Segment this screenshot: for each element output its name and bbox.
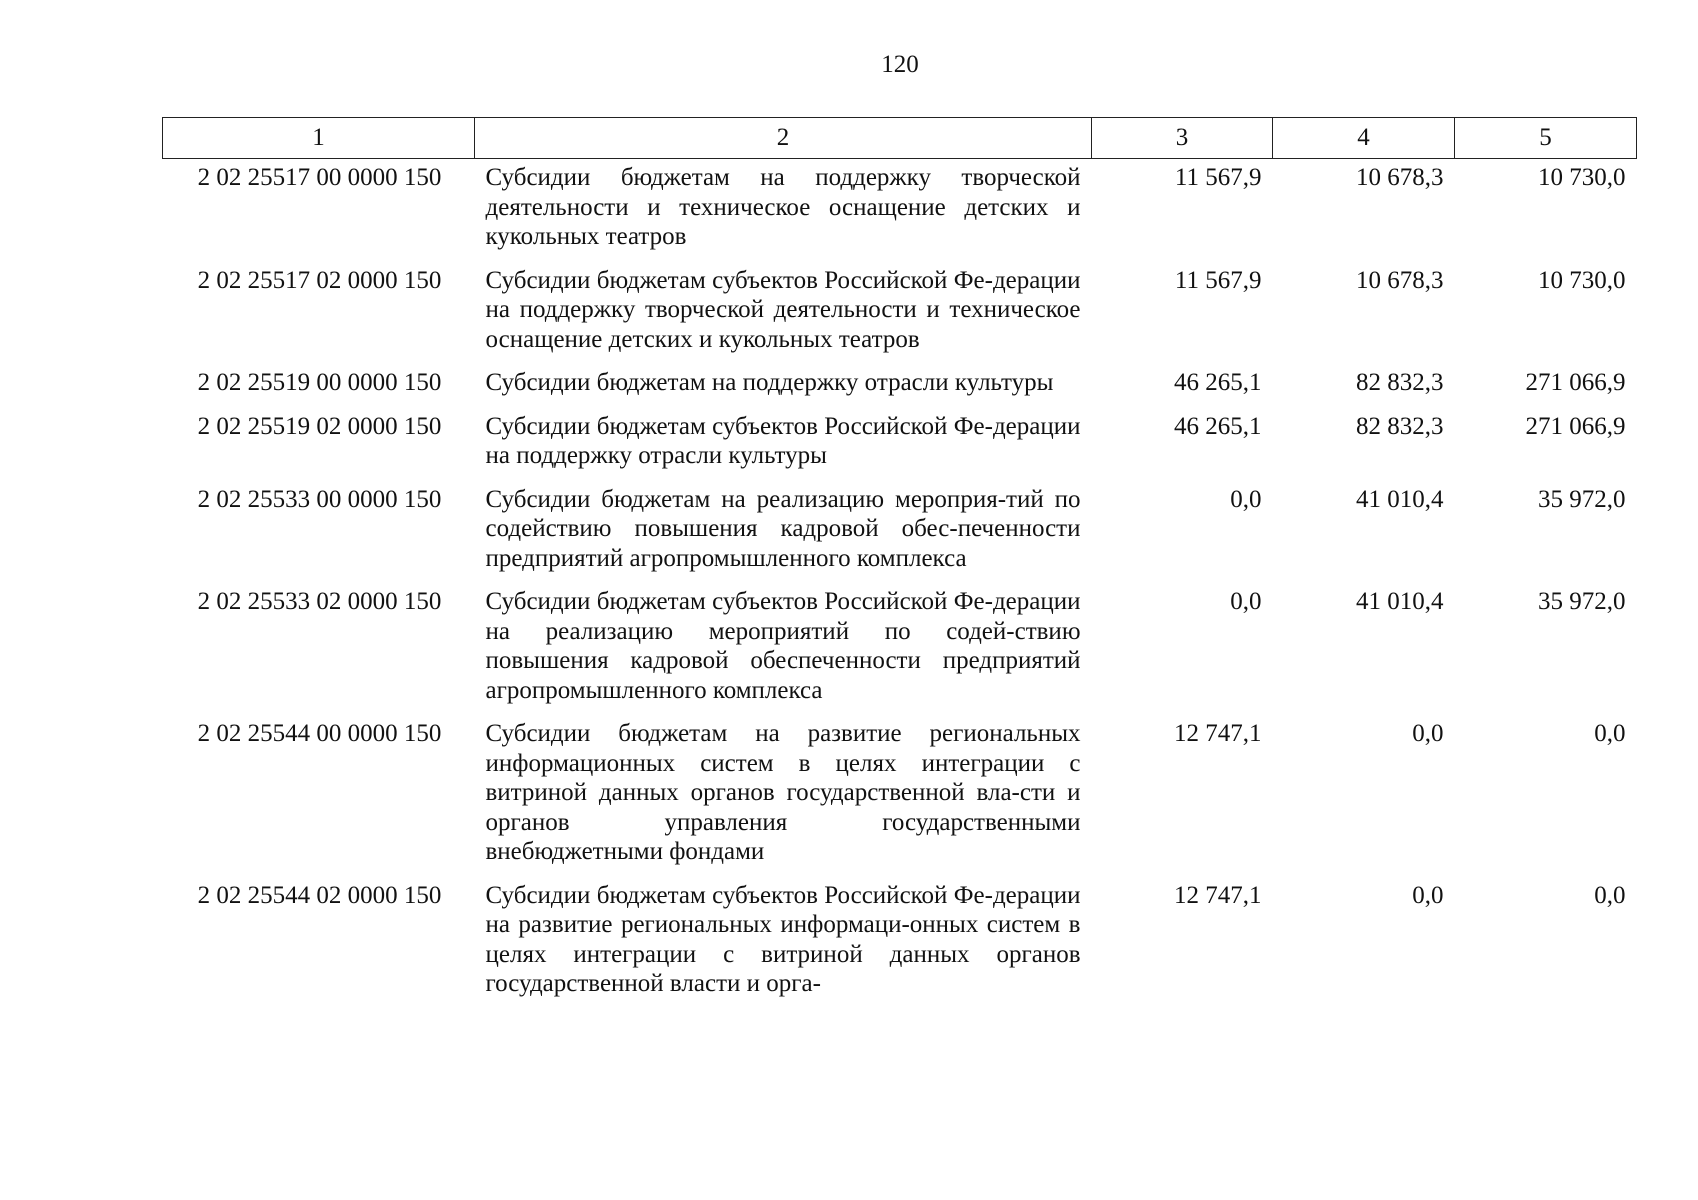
value-col-3: 11 567,9 <box>1174 164 1262 191</box>
name-line: ствию повышения кадровой обеспеченности <box>485 617 1081 674</box>
name-line: внебюджетными фондами <box>485 838 765 865</box>
name-line: дерации на поддержку отрасли культуры <box>485 412 1081 469</box>
name-line: Субсидии бюджетам субъектов Российской Фе- <box>485 588 993 615</box>
name-line: дерации на реализацию мероприятий по содей- <box>485 588 1081 645</box>
value-col-3: 12 747,1 <box>1174 720 1262 747</box>
name-line: информационных систем в целях интеграции с <box>485 749 1081 777</box>
table-row <box>163 877 1637 999</box>
name-line: печенности предприятий агропромышленного <box>485 515 1081 572</box>
name-line: Субсидии бюджетам субъектов Российской Фе- <box>485 881 993 909</box>
name-line: и кукольных театров <box>485 193 1081 250</box>
value-col-3: 46 265,1 <box>1174 369 1262 396</box>
table-row <box>163 715 1637 877</box>
name-line: тий по содействию повышения кадровой обес- <box>485 485 1081 542</box>
value-col-5: 35 972,0 <box>1538 588 1626 615</box>
table-row <box>163 262 1637 365</box>
value-col-5: 271 066,9 <box>1525 412 1626 440</box>
value-col-5: 0,0 <box>1594 881 1626 909</box>
budget-item-name <box>475 583 1092 715</box>
column-header-4: 4 <box>1273 118 1455 159</box>
table-row <box>163 408 1637 481</box>
name-line: Субсидии бюджетам субъектов Российской Фе- <box>485 266 993 294</box>
column-header-5: 5 <box>1455 118 1637 159</box>
budget-item-name <box>475 715 1092 877</box>
table-row <box>163 159 1637 262</box>
name-line: Субсидии бюджетам субъектов Российской Фе- <box>485 412 993 440</box>
value-col-5: 35 972,0 <box>1538 485 1626 513</box>
value-col-4: 10 678,3 <box>1356 266 1444 294</box>
name-line: культуры <box>954 369 1054 396</box>
budget-table <box>162 117 1637 999</box>
value-col-4: 41 010,4 <box>1356 588 1444 615</box>
table-body <box>163 159 1637 999</box>
name-line: театров <box>838 325 920 353</box>
value-col-3: 11 567,9 <box>1174 266 1262 294</box>
value-col-4: 82 832,3 <box>1356 369 1444 396</box>
value-col-5: 10 730,0 <box>1538 164 1626 191</box>
column-header-3: 3 <box>1092 118 1273 159</box>
name-line: комплекса <box>856 544 967 572</box>
budget-item-name <box>475 877 1092 999</box>
budget-code: 2 02 25517 02 0000 150 <box>197 266 442 294</box>
value-col-4: 10 678,3 <box>1356 164 1444 191</box>
budget-item-name <box>475 364 1092 408</box>
name-line: деятельности и техническое оснащение детских <box>485 193 1049 221</box>
name-line: Субсидии бюджетам на развитие региональных <box>485 720 1081 747</box>
value-col-5: 10 730,0 <box>1538 266 1626 294</box>
value-col-4: 0,0 <box>1412 881 1444 909</box>
budget-item-name <box>475 408 1092 481</box>
value-col-4: 0,0 <box>1412 720 1444 747</box>
value-col-4: 82 832,3 <box>1356 412 1444 440</box>
name-line: сти и органов управления государственными <box>485 779 1081 836</box>
budget-item-name <box>475 481 1092 584</box>
budget-code: 2 02 25533 02 0000 150 <box>197 588 442 615</box>
column-header-2: 2 <box>475 118 1092 159</box>
table-row <box>163 481 1637 584</box>
name-line: дерации на развитие региональных информаци- <box>485 881 1081 938</box>
header-row <box>163 118 1637 159</box>
name-line: Субсидии бюджетам на поддержку отрасли <box>485 369 949 396</box>
name-line: витриной данных органов государственной вла- <box>485 779 1020 806</box>
name-line: и техническое оснащение детских и кукольных <box>485 296 1081 353</box>
budget-code: 2 02 25519 00 0000 150 <box>197 369 442 396</box>
budget-code: 2 02 25519 02 0000 150 <box>197 412 442 440</box>
name-line: дерации на поддержку творческой деятельности <box>485 266 1081 323</box>
value-col-5: 0,0 <box>1594 720 1626 747</box>
budget-item-name <box>475 159 1092 262</box>
value-col-5: 271 066,9 <box>1525 369 1626 396</box>
name-line: онных систем в целях интеграции с витриной <box>485 911 1081 968</box>
table-row <box>163 583 1637 715</box>
name-line: Субсидии бюджетам на реализацию мероприя- <box>485 485 1007 513</box>
name-line: данных органов государственной власти и орга- <box>485 940 1081 997</box>
value-col-3: 0,0 <box>1230 588 1262 615</box>
budget-item-name <box>475 262 1092 365</box>
column-header-1: 1 <box>163 118 475 159</box>
value-col-3: 12 747,1 <box>1174 881 1262 909</box>
table-header <box>163 118 1637 159</box>
page-number: 120 <box>881 51 919 78</box>
value-col-3: 0,0 <box>1230 485 1262 513</box>
name-line: Субсидии бюджетам на поддержку творческой <box>485 164 1081 191</box>
budget-code: 2 02 25533 00 0000 150 <box>197 485 442 513</box>
name-line: предприятий агропромышленного комплекса <box>485 647 1081 704</box>
table-row <box>163 364 1637 408</box>
budget-code: 2 02 25517 00 0000 150 <box>197 164 442 191</box>
budget-code: 2 02 25544 00 0000 150 <box>197 720 442 747</box>
budget-code: 2 02 25544 02 0000 150 <box>197 881 442 909</box>
value-col-4: 41 010,4 <box>1356 485 1444 513</box>
value-col-3: 46 265,1 <box>1174 412 1262 440</box>
